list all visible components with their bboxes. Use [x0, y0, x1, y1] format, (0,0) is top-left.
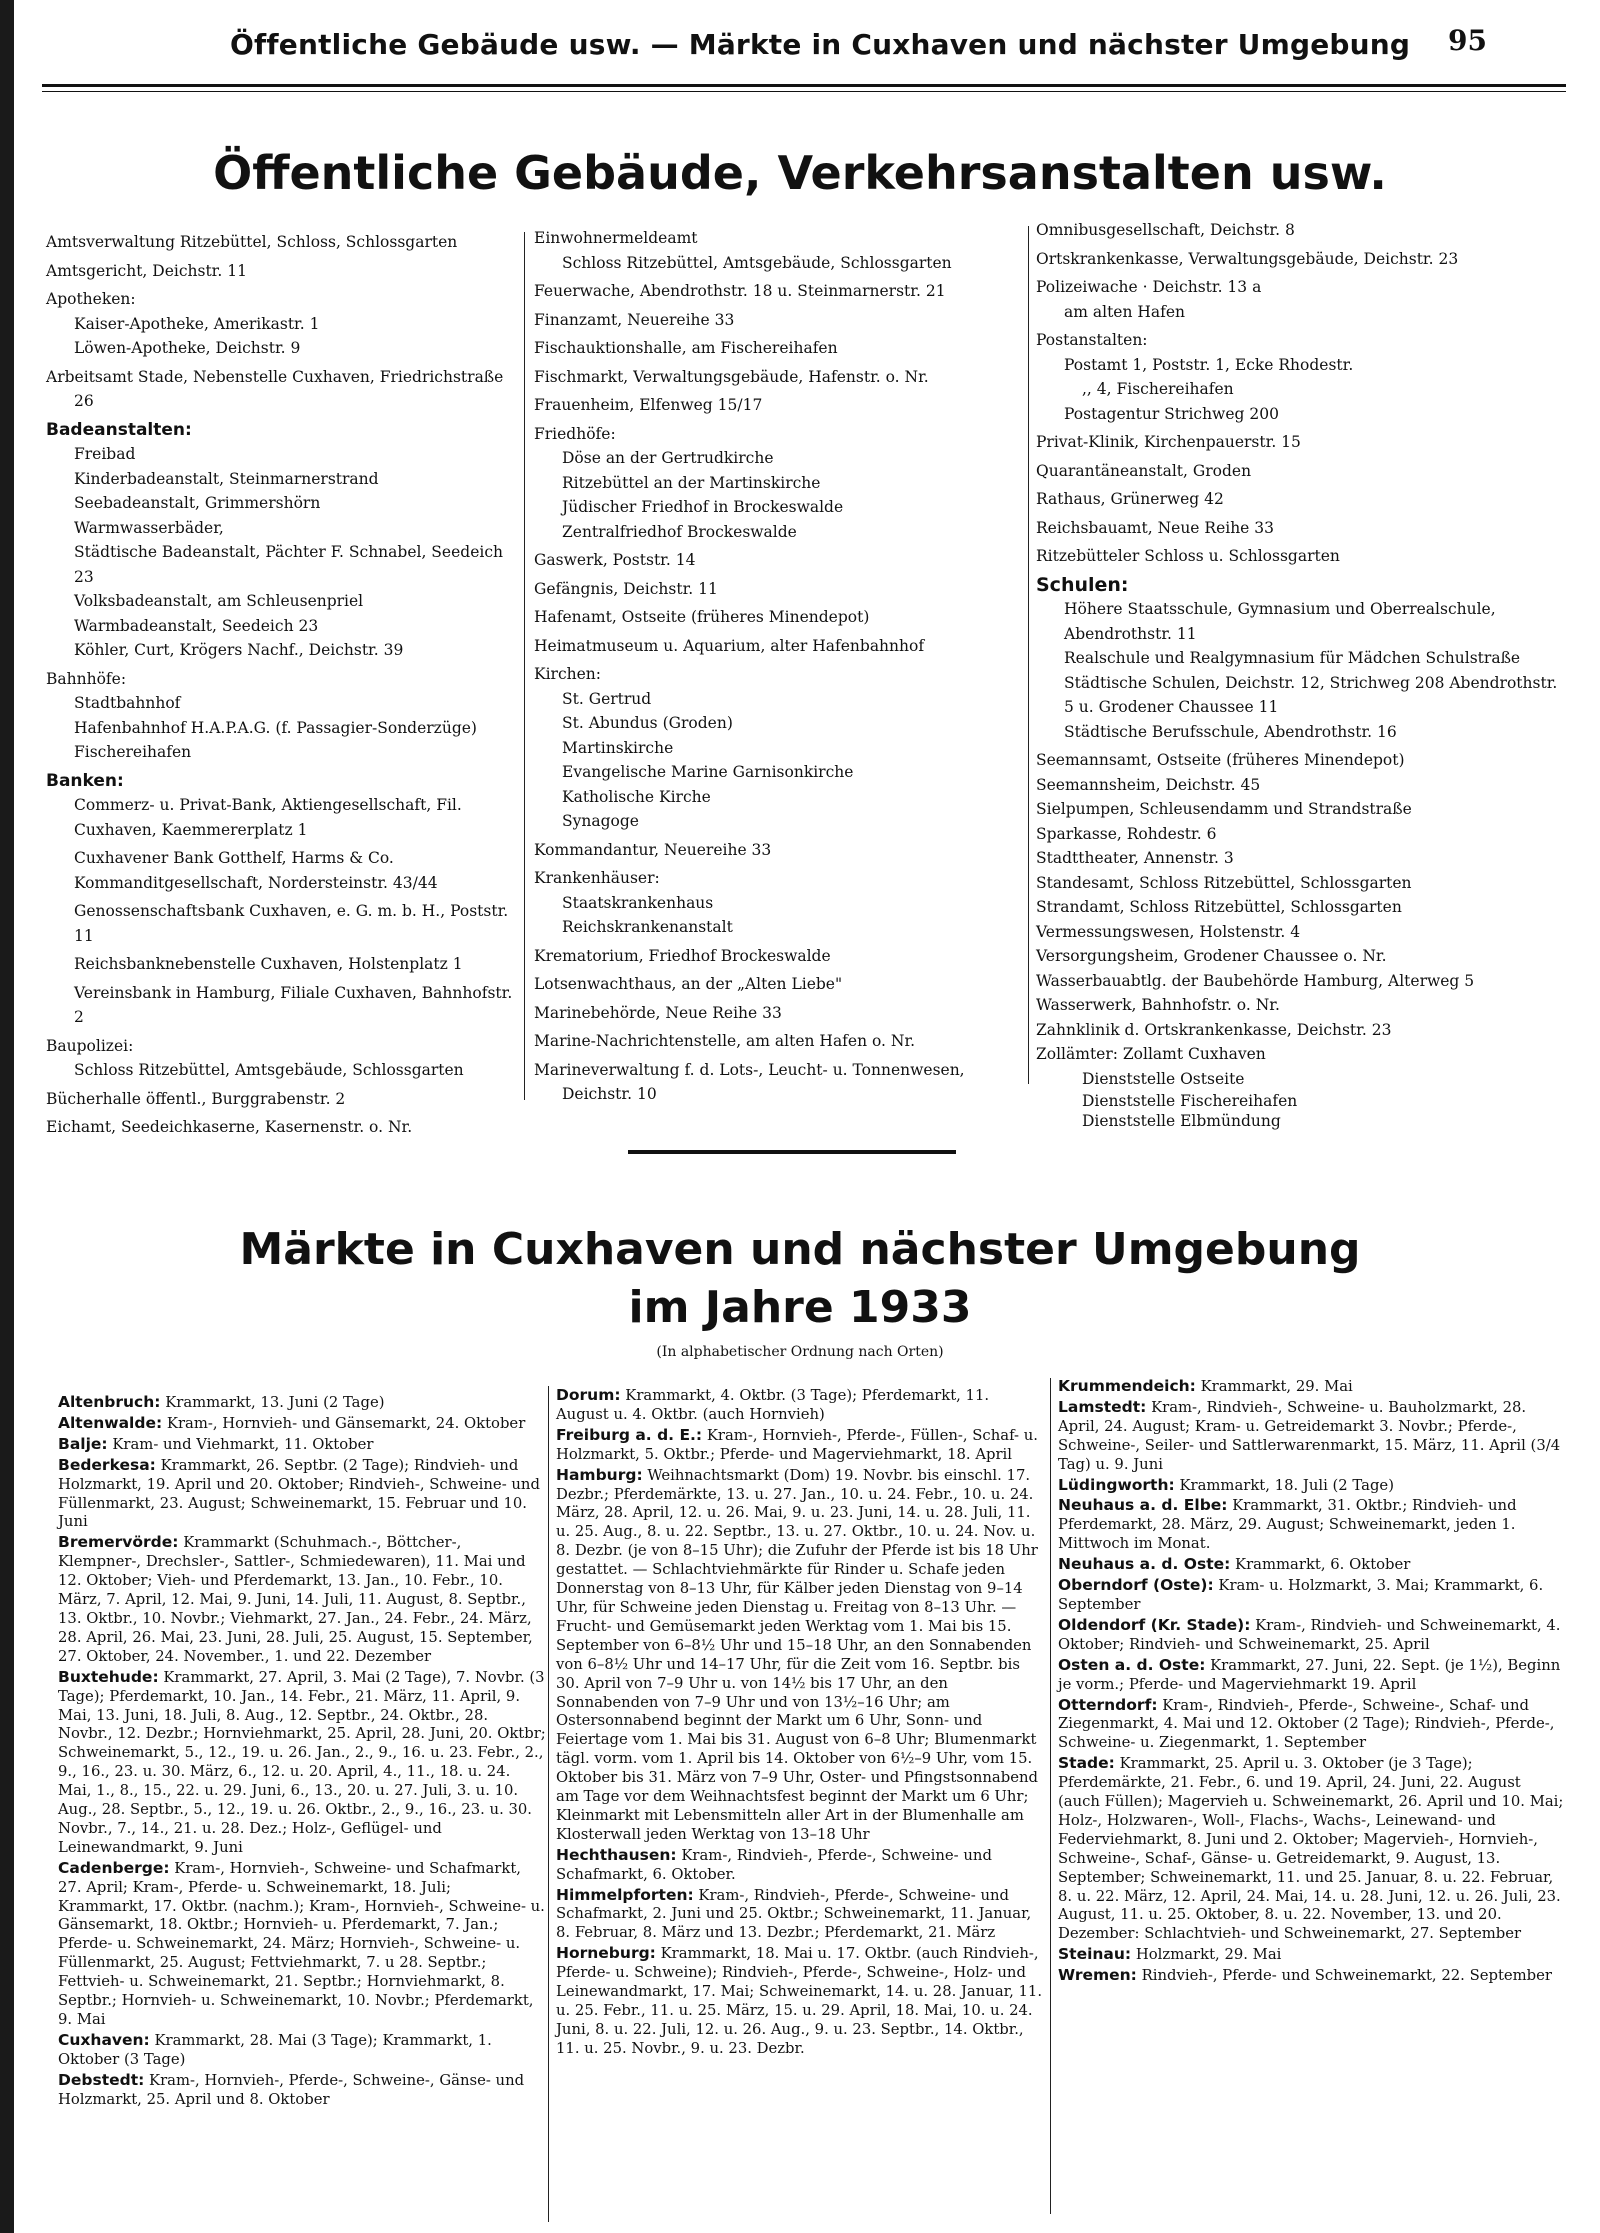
- market-entry: [58, 1859, 546, 2030]
- list-item: Wasserwerk, Bahnhofstr. o. Nr.: [1036, 996, 1280, 1014]
- list-item: Evangelische Marine Garnisonkirche: [562, 763, 854, 781]
- list-item: Warmwasserbäder,: [74, 518, 224, 537]
- list-item: Stadttheater, Annenstr. 3: [1036, 849, 1234, 867]
- markets-column-3: [1058, 1377, 1566, 1987]
- market-place: Balje:: [58, 1434, 108, 1453]
- list-item: Fischereihafen: [74, 743, 192, 761]
- market-entry: [556, 1386, 1046, 1425]
- market-entry: [1058, 1496, 1566, 1554]
- list-item: Eichamt, Seedeichkaserne, Kasernenstr. o. Nr.: [46, 1118, 413, 1136]
- section-title-markets: Märkte in Cuxhaven und nächster Umgebung: [239, 1224, 1361, 1275]
- list-item: Omnibusgesellschaft, Deichstr. 8: [1036, 221, 1295, 239]
- list-item: Hafenamt, Ostseite (früheres Minendepot): [534, 608, 870, 626]
- markets-column-2: [556, 1386, 1046, 2060]
- market-place: Lamstedt:: [1058, 1397, 1147, 1416]
- list-item: Synagoge: [562, 812, 639, 830]
- list-item: Krematorium, Friedhof Brockeswalde: [534, 946, 831, 965]
- market-place: Hamburg:: [556, 1465, 643, 1484]
- market-dates: Krammarkt, 31. Oktbr.; Rindvieh- und Pferdemarkt, 28. März, 29. August; Schweinemarkt, jeden 1. Mittwoch im Monat.: [1058, 1497, 1517, 1553]
- list-item: Genossenschaftsbank Cuxhaven, e. G. m. b. H., Poststr. 11: [74, 902, 509, 945]
- list-item: Postamt 1, Poststr. 1, Ecke Rhodestr.: [1064, 355, 1354, 374]
- list-item: Strandamt, Schloss Ritzebüttel, Schlossgarten: [1036, 898, 1402, 916]
- market-dates: Kram-, Hornvieh-, Pferde-, Füllen-, Schaf- u. Holzmarkt, 5. Oktbr.; Pferde- und Magerviehmarkt, 18. April: [556, 1426, 1038, 1463]
- list-item: Städtische Schulen, Deichstr. 12, Strichweg 208 Abendrothstr. 5 u. Grodener Chaussee 11: [1064, 673, 1558, 716]
- list-item: Hafenbahnhof H.A.P.A.G. (f. Passagier-Sonderzüge): [74, 718, 477, 737]
- list-item: Reichsbanknebenstelle Cuxhaven, Holstenplatz 1: [74, 955, 463, 973]
- list-item: Fischmarkt, Verwaltungsgebäude, Hafenstr. o. Nr.: [534, 367, 929, 386]
- list-item: Sparkasse, Rohdestr. 6: [1036, 824, 1217, 843]
- list-item: Ortskrankenkasse, Verwaltungsgebäude, Deichstr. 23: [1036, 249, 1459, 268]
- market-place: Neuhaus a. d. Elbe:: [1058, 1496, 1228, 1515]
- market-entry: [556, 1886, 1046, 1944]
- list-item: Städtische Badeanstalt, Pächter F. Schnabel, Seedeich 23: [74, 543, 503, 586]
- list-item: Jüdischer Friedhof in Brockeswalde: [562, 498, 844, 516]
- list-item: Reichskrankenanstalt: [562, 918, 733, 936]
- market-entry: [556, 1466, 1046, 1845]
- list-item: Seebadeanstalt, Grimmershörn: [74, 494, 321, 512]
- market-dates: Rindvieh-, Pferde- und Schweinemarkt, 22. September: [1141, 1967, 1552, 1985]
- list-item: Volksbadeanstalt, am Schleusenpriel: [74, 592, 364, 610]
- market-dates: Kram-, Rindvieh-, Pferde-, Schweine-, Schaf- und Ziegenmarkt, 4. Mai und 12. Oktober (2 Tage); Rindvieh-, Pferde-, Schweine- u. Ziegenmarkt, 1. September: [1058, 1696, 1555, 1752]
- buildings-column-1: [46, 230, 516, 1140]
- market-dates: Krammarkt, 6. Oktober: [1235, 1556, 1411, 1574]
- list-item: St. Gertrud: [562, 689, 652, 708]
- list-item: Martinskirche: [562, 738, 674, 757]
- market-entry: [58, 2071, 546, 2110]
- market-place: Cadenberge:: [58, 1858, 170, 1877]
- market-dates: Holzmarkt, 29. Mai: [1135, 1946, 1282, 1964]
- list-item: Rathaus, Grünerweg 42: [1036, 490, 1224, 508]
- market-entry: [1058, 1555, 1566, 1575]
- market-place: Oldendorf (Kr. Stade):: [1058, 1615, 1251, 1634]
- market-dates: Kram-, Hornvieh-, Schweine- und Schafmarkt, 27. April; Kram-, Pferde- u. Schweinemarkt, 18. Juli; Krammarkt, 17. Oktbr. (nachm.); Kram-, Hornvieh-, Schweine- u. Gänsemarkt, 18. Oktbr.; Hornvieh- u. Pferdemarkt, 7. Jan.; Pferde- u. Schweinemarkt, 24. März; Hornvieh-, Schweine- u. Füllenmarkt, 25. August; Fettviehmarkt, 7. u 28. Septbr.; Fettvieh- u. Schweinemarkt, 21. Septbr.; Hornviehmarkt, 8. Septbr.; Hornvieh- u. Schweinemarkt, 10. Novbr.; Pferdemarkt, 9. Mai: [58, 1859, 545, 2028]
- market-place: Stade:: [1058, 1754, 1115, 1773]
- list-item: Cuxhavener Bank Gotthelf, Harms & Co. Kommanditgesellschaft, Nordersteinstr. 43/44: [74, 849, 438, 892]
- market-entry: [1058, 1377, 1566, 1397]
- list-item: Einwohnermeldeamt: [534, 229, 698, 247]
- market-place: Wremen:: [1058, 1966, 1137, 1985]
- market-dates: Kram-, Rindvieh-, Schweine- u. Bauholzmarkt, 28. April, 24. August; Kram- u. Getreidemarkt 3. Novbr.; Pferde-, Schweine-, Seiler- und Sattlerwarenmarkt, 15. März, 11. April (3/4 Tag) u. 9. Juni: [1058, 1398, 1561, 1473]
- list-item: Fischauktionshalle, am Fischereihafen: [534, 339, 838, 357]
- market-place: Bederkesa:: [58, 1455, 156, 1474]
- list-item: Vermessungswesen, Holstenstr. 4: [1036, 922, 1301, 941]
- market-entry: [58, 1533, 546, 1666]
- market-place: Neuhaus a. d. Oste:: [1058, 1555, 1231, 1574]
- market-dates: Kram-, Hornvieh- und Gänsemarkt, 24. Oktober: [166, 1414, 526, 1432]
- market-dates: Krammarkt, 13. Juni (2 Tage): [165, 1394, 385, 1411]
- market-place: Osten a. d. Oste:: [1058, 1655, 1206, 1674]
- market-place: Debstedt:: [58, 2070, 145, 2089]
- list-item: Schloss Ritzebüttel, Amtsgebäude, Schlossgarten: [74, 1061, 464, 1079]
- list-item: Seemannsheim, Deichstr. 45: [1036, 775, 1261, 794]
- category-heading: Apotheken:: [46, 290, 136, 308]
- list-item: Amtsverwaltung Ritzebüttel, Schloss, Schlossgarten: [46, 233, 458, 251]
- market-dates: Krammarkt, 26. Septbr. (2 Tage); Rindvieh- und Holzmarkt, 19. April und 20. Oktober; Rindvieh-, Schweine- und Füllenmarkt, 23. August; Schweinemarkt, 15. Februar und 10. Juni: [58, 1456, 540, 1531]
- scan-edge: [0, 0, 14, 2233]
- market-place: Altenbruch:: [58, 1393, 161, 1411]
- market-dates: Krammarkt, 28. Mai (3 Tage); Krammarkt, 1. Oktober (3 Tage): [58, 2031, 492, 2068]
- market-entry: [58, 1393, 546, 1413]
- buildings-column-3: [1036, 218, 1570, 1131]
- market-place: Hechthausen:: [556, 1845, 677, 1864]
- list-item: Freibad: [74, 445, 136, 463]
- market-place: Cuxhaven:: [58, 2030, 150, 2049]
- market-entry: [1058, 1616, 1566, 1655]
- market-dates: Krammarkt, 27. April, 3. Mai (2 Tage), 7. Novbr. (3 Tage); Pferdemarkt, 10. Jan., 14. Febr., 21. März, 11. April, 9. Mai, 13. Juni, 18. Juli, 8. Aug., 12. Septbr., 24. Oktbr., 28. Novbr., 12. Dezbr.; Hornviehmarkt, 25. April, 28. Juni, 20. Oktbr; Schweinemarkt, 5., 12., 19. u. 26. Jan., 2., 9., 16. u. 23. Febr., 2., 9., 16., 23. u. 30. März, 6., 12. u. 20. April, 4., 11., 18. u. 24. Mai, 1., 8., 15., 22. u. 29. Juni, 6., 13., 20. u. 27. Juli, 3. u. 10. Aug., 28. Septbr., 5., 12., 19. u. 26. Oktbr., 2., 9., 16., 23. u. 30. Novbr., 7., 14., 21. u. 28. Dez.; Holz-, Geflügel- und Leinewandmarkt, 9. Juni: [58, 1668, 546, 1856]
- section-title-buildings: Öffentliche Gebäude, Verkehrsanstalten usw.: [213, 146, 1387, 200]
- market-place: Dorum:: [556, 1386, 621, 1404]
- running-title: Öffentliche Gebäude usw. — Märkte in Cuxhaven und nächster Umgebung: [230, 28, 1411, 61]
- section-subtitle: (In alphabetischer Ordnung nach Orten): [656, 1344, 944, 1360]
- list-item: Kaiser-Apotheke, Amerikastr. 1: [74, 314, 320, 333]
- market-dates: Kram- und Viehmarkt, 11. Oktober: [112, 1435, 374, 1453]
- list-item: Sielpumpen, Schleusendamm und Strandstraße: [1036, 800, 1412, 818]
- list-item: Marineverwaltung f. d. Lots-, Leucht- u. Tonnenwesen, Deichstr. 10: [534, 1060, 965, 1103]
- list-item: Köhler, Curt, Krögers Nachf., Deichstr. 39: [74, 641, 404, 659]
- section-title-year: im Jahre 1933: [628, 1282, 972, 1333]
- list-item: Katholische Kirche: [562, 787, 711, 806]
- market-dates: Krammarkt, 29. Mai: [1200, 1378, 1353, 1395]
- list-item: Döse an der Gertrudkirche: [562, 449, 774, 467]
- header-rule-thin: [42, 91, 1566, 92]
- list-item: Kommandantur, Neuereihe 33: [534, 840, 772, 859]
- market-place: Krummendeich:: [1058, 1377, 1196, 1395]
- list-item: Städtische Berufsschule, Abendrothstr. 16: [1064, 722, 1397, 741]
- market-dates: Weihnachtsmarkt (Dom) 19. Novbr. bis einschl. 17. Dezbr.; Pferdemärkte, 13. u. 27. Jan., 10. u. 24. Febr., 10. u. 24. März, 28. April, 12. u. 26. Mai, 9. u. 23. Juni, 14. u. 28. Juli, 11. u. 25. Aug., 8. u. 22. Septbr., 13. u. 27. Oktbr., 10. u. 24. Nov. u. 8. Dezbr. (je von 8–15 Uhr); die Zufuhr der Pferde ist bis 18 Uhr gestattet. — Schlachtviehmärkte für Rinder u. Schafe jeden Donnerstag von 8–13 Uhr, für Kälber jeden Dienstag von 9–14 Uhr, für Schweine jeden Dienstag u. Freitag von 8–13 Uhr. — Frucht- und Gemüsemarkt jeden Werktag vom 1. Mai bis 15. September von 6–8½ Uhr und 15–18 Uhr, an den Sonnabenden von 6–8½ Uhr und 14–17 Uhr, für die Zeit vom 16. Septbr. bis 30. April von 7–9 Uhr u. von 14½ bis 17 Uhr, an den Sonnabenden von 7–9 Uhr und von 13½–16 Uhr; am Ostersonnabend beginnt der Markt um 6 Uhr, Sonn- und Feiertage vom 1. Mai bis 31. August von 6–8 Uhr; Blumenmarkt tägl. vorm. vom 1. April bis 14. Oktober von 6½–9 Uhr, vom 15. Oktober bis 31. März von 7–9 Uhr, Oster- und Pfingstsonnabend am Tage vor dem Weihnachtsfest beginnt der Markt um 6 Uhr; Kleinmarkt mit Lebensmitteln aller Art in der Blumenhalle am Klosterwall jeden Werktag von 13–18 Uhr: [556, 1466, 1038, 1843]
- market-dates: Kram-, Rindvieh-, Pferde-, Schweine- und Schafmarkt, 6. Oktober.: [556, 1846, 992, 1883]
- list-item: Amtsgericht, Deichstr. 11: [46, 261, 247, 280]
- column-divider: [1028, 226, 1029, 1084]
- markets-column-1: [58, 1393, 546, 2111]
- market-dates: Krammarkt, 4. Oktbr. (3 Tage); Pferdemarkt, 11. August u. 4. Oktbr. (auch Hornvieh): [556, 1387, 990, 1423]
- list-item: Marinebehörde, Neue Reihe 33: [534, 1003, 782, 1022]
- list-item: Gaswerk, Poststr. 14: [534, 551, 696, 569]
- list-item: Dienststelle Elbmündung: [1082, 1112, 1281, 1130]
- list-item: Bücherhalle öffentl., Burggrabenstr. 2: [46, 1089, 346, 1108]
- list-item: Privat-Klinik, Kirchenpauerstr. 15: [1036, 433, 1301, 451]
- list-item: Seemannsamt, Ostseite (früheres Minendepot): [1036, 751, 1405, 769]
- list-item: Arbeitsamt Stade, Nebenstelle Cuxhaven, Friedrichstraße 26: [46, 367, 504, 410]
- list-item: Dienststelle Fischereihafen: [1082, 1092, 1298, 1110]
- market-dates: Krammarkt, 18. Mai u. 17. Oktbr. (auch Rindvieh-, Pferde- u. Schweine); Rindvieh-, Pferde-, Schweine-, Holz- und Leinewandmarkt, 17. Mai; Schweinemarkt, 14. u. 28. Januar, 11. u. 25. Febr., 11. u. 25. März, 15. u. 29. April, 18. Mai, 10. u. 24. Juni, 8. u. 22. Juli, 12. u. 26. Aug., 9. u. 23. Septbr., 14. Oktbr., 11. u. 25. Novbr., 9. u. 23. Dezbr.: [556, 1945, 1043, 2057]
- page-number: 95: [1448, 24, 1487, 57]
- market-entry: [556, 1944, 1046, 2058]
- market-place: Oberndorf (Oste):: [1058, 1576, 1214, 1595]
- list-item: Zollämter: Zollamt Cuxhaven: [1036, 1045, 1266, 1063]
- market-entry: [58, 1435, 546, 1455]
- list-item: ,, 4, Fischereihafen: [1082, 380, 1234, 398]
- list-item: Warmbadeanstalt, Seedeich 23: [74, 616, 319, 635]
- market-entry: [1058, 1576, 1566, 1615]
- market-place: Himmelpforten:: [556, 1885, 694, 1904]
- list-item: Ritzebüttel an der Martinskirche: [562, 473, 821, 492]
- market-dates: Kram-, Rindvieh- und Schweinemarkt, 4. Oktober; Rindvieh- und Schweinemarkt, 25. April: [1058, 1616, 1561, 1653]
- market-dates: Kram-, Hornvieh-, Pferde-, Schweine-, Gänse- und Holzmarkt, 25. April und 8. Oktober: [58, 2071, 525, 2108]
- list-item: Finanzamt, Neuereihe 33: [534, 310, 735, 329]
- market-entry: [1058, 1945, 1566, 1965]
- market-dates: Krammarkt (Schuhmach.-, Böttcher-, Klempner-, Drechsler-, Sattler-, Schmiedewaren), 11. Mai und 12. Oktober; Vieh- und Pferdemarkt, 13. Jan., 10. Febr., 10. März, 7. April, 12. Mai, 9. Juni, 14. Juli, 11. August, 8. Septbr., 13. Oktbr., 10. Novbr.; Viehmarkt, 27. Jan., 24. Febr., 24. März, 28. April, 26. Mai, 23. Juni, 28. Juli, 25. August, 15. September, 27. Oktober, 24. November., 1. und 22. Dezember: [58, 1534, 533, 1665]
- list-item: Lotsenwachthaus, an der „Alten Liebe": [534, 975, 843, 993]
- list-item: Standesamt, Schloss Ritzebüttel, Schlossgarten: [1036, 873, 1412, 892]
- column-divider: [524, 232, 525, 1100]
- category-heading: Postanstalten:: [1036, 331, 1148, 349]
- market-entry: [556, 1846, 1046, 1885]
- category-heading: Banken:: [46, 770, 124, 791]
- list-item: Zentralfriedhof Brockeswalde: [562, 522, 797, 541]
- list-item: Zahnklinik d. Ortskrankenkasse, Deichstr. 23: [1036, 1020, 1392, 1039]
- market-dates: Krammarkt, 27. Juni, 22. Sept. (je 1½), Beginn je vorm.; Pferde- und Magerviehmarkt 19. April: [1058, 1656, 1561, 1693]
- market-entry: [1058, 1656, 1566, 1695]
- list-item: Heimatmuseum u. Aquarium, alter Hafenbahnhof: [534, 636, 925, 655]
- list-item: Postagentur Strichweg 200: [1064, 404, 1279, 423]
- category-heading: Bahnhöfe:: [46, 669, 127, 688]
- market-place: Otterndorf:: [1058, 1695, 1158, 1714]
- list-item: Vereinsbank in Hamburg, Filiale Cuxhaven, Bahnhofstr. 2: [74, 983, 513, 1026]
- list-item: Commerz- u. Privat-Bank, Aktiengesellschaft, Fil. Cuxhaven, Kaemmererplatz 1: [74, 796, 462, 839]
- list-item: Frauenheim, Elfenweg 15/17: [534, 396, 763, 414]
- market-place: Freiburg a. d. E.:: [556, 1425, 703, 1444]
- header-rule: [42, 84, 1566, 87]
- list-item: Versorgungsheim, Grodener Chaussee o. Nr.: [1036, 947, 1387, 965]
- buildings-column-2: [534, 226, 1024, 1107]
- list-item: St. Abundus (Groden): [562, 714, 733, 732]
- market-entry: [1058, 1476, 1566, 1496]
- category-heading: Schulen:: [1036, 573, 1129, 596]
- category-heading: Krankenhäuser:: [534, 869, 660, 887]
- list-item: Wasserbauabtlg. der Baubehörde Hamburg, Alterweg 5: [1036, 971, 1475, 990]
- list-item: Stadtbahnhof: [74, 694, 181, 712]
- market-place: Altenwalde:: [58, 1413, 163, 1432]
- list-item: Dienststelle Ostseite: [1082, 1069, 1245, 1088]
- list-item: Realschule und Realgymnasium für Mädchen Schulstraße: [1064, 649, 1521, 667]
- category-heading: Badeanstalten:: [46, 419, 192, 440]
- list-item: Feuerwache, Abendrothstr. 18 u. Steinmarnerstr. 21: [534, 282, 946, 300]
- market-place: Lüdingworth:: [1058, 1475, 1175, 1494]
- list-item: Kinderbadeanstalt, Steinmarnerstrand: [74, 469, 379, 488]
- market-dates: Krammarkt, 18. Juli (2 Tage): [1179, 1476, 1394, 1494]
- market-entry: [58, 1456, 546, 1533]
- market-dates: Kram- u. Holzmarkt, 3. Mai; Krammarkt, 6. September: [1058, 1577, 1544, 1613]
- list-item: Schloss Ritzebüttel, Amtsgebäude, Schlossgarten: [562, 253, 952, 272]
- market-place: Bremervörde:: [58, 1533, 179, 1552]
- market-dates: Krammarkt, 25. April u. 3. Oktober (je 3 Tage); Pferdemärkte, 21. Febr., 6. und 19. April, 24. Juni, 22. August (auch Füllen); Magervieh u. Schweinemarkt, 26. April und 10. Mai; Holz-, Holzwaren-, Woll-, Flachs-, Wachs-, Leinewand- und Federviehmarkt, 8. Juni und 2. Oktober; Magervieh-, Hornvieh-, Schweine-, Schaf-, Gänse- u. Getreidemarkt, 9. August, 13. September; Schweinemarkt, 11. und 25. Januar, 8. u. 22. Februar, 8. u. 22. März, 12. April, 24. Mai, 14. u. 28. Juni, 12. u. 26. Juli, 23. August, 11. u. 25. Oktober, 8. u. 22. November, 13. und 20. Dezember: Schlachtvieh- und Schweinemarkt, 27. September: [1058, 1755, 1564, 1943]
- list-item: Polizeiwache · Deichstr. 13 a: [1036, 278, 1262, 296]
- list-item: Gefängnis, Deichstr. 11: [534, 579, 718, 598]
- market-place: Buxtehude:: [58, 1667, 159, 1686]
- column-divider: [1050, 1378, 1051, 2214]
- market-entry: [58, 1668, 546, 1858]
- list-item: am alten Hafen: [1064, 302, 1186, 321]
- list-item: Quarantäneanstalt, Groden: [1036, 461, 1252, 480]
- market-entry: [1058, 1754, 1566, 1944]
- market-entry: [1058, 1696, 1566, 1754]
- list-item: Löwen-Apotheke, Deichstr. 9: [74, 339, 301, 357]
- list-item: Staatskrankenhaus: [562, 893, 714, 912]
- market-entry: [556, 1426, 1046, 1465]
- column-divider: [548, 1386, 549, 2222]
- category-heading: Kirchen:: [534, 665, 601, 683]
- list-item: Ritzebütteler Schloss u. Schlossgarten: [1036, 547, 1340, 565]
- market-entry: [58, 1414, 546, 1434]
- section-divider: [628, 1150, 956, 1154]
- market-place: Horneburg:: [556, 1944, 656, 1963]
- market-entry: [58, 2031, 546, 2070]
- category-heading: Baupolizei:: [46, 1036, 134, 1055]
- list-item: Höhere Staatsschule, Gymnasium und Oberrealschule, Abendrothstr. 11: [1064, 600, 1496, 643]
- market-place: Steinau:: [1058, 1945, 1132, 1964]
- category-heading: Friedhöfe:: [534, 424, 616, 443]
- list-item: Marine-Nachrichtenstelle, am alten Hafen o. Nr.: [534, 1032, 916, 1050]
- market-dates: Kram-, Rindvieh-, Pferde-, Schweine- und Schafmarkt, 2. Juni und 25. Oktbr.; Schweinemarkt, 11. Januar, 8. Februar, 8. März und 13. Dezbr.; Pferdemarkt, 21. März: [556, 1886, 1032, 1942]
- list-item: Reichsbauamt, Neue Reihe 33: [1036, 518, 1275, 537]
- market-entry: [1058, 1398, 1566, 1475]
- market-entry: [1058, 1966, 1566, 1986]
